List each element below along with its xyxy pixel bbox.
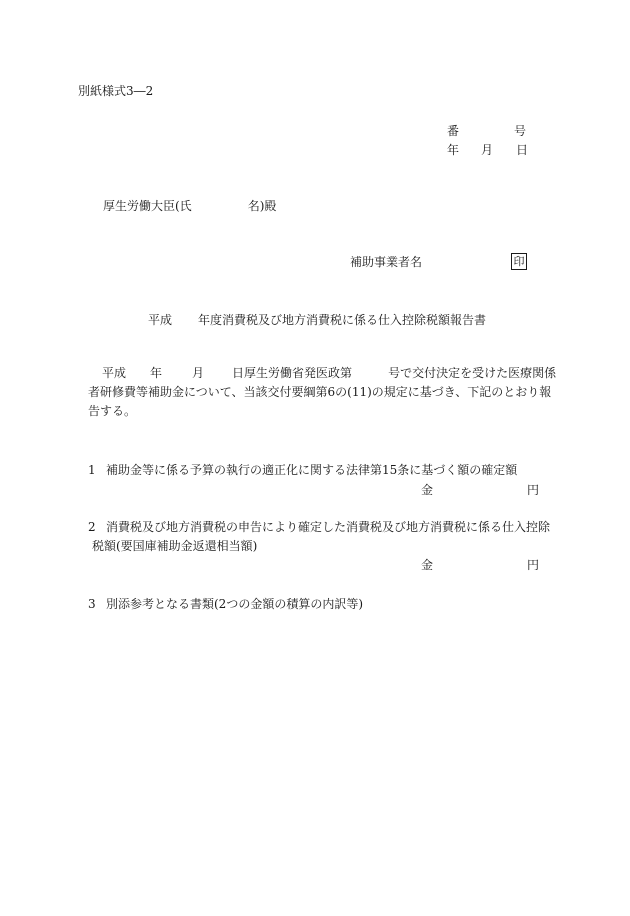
item-number: 3 [88,597,96,611]
document-title [148,312,486,328]
item-text: 補助金等に係る予算の執行の適正化に関する法律第15条に基づく額の確定額 [106,463,518,477]
body-day-ministry: 日厚生労働省発医政第 [232,366,353,380]
item-number: 2 [88,520,96,534]
list-item-2-continuation: 税額(要国庫補助金返還相当額) [92,539,258,553]
item-number: 1 [88,463,96,477]
list-item-3 [88,596,363,612]
body-paragraph [88,364,558,421]
item-text: 消費税及び地方消費税の申告により確定した消費税及び地方消費税に係る仕入控除 [106,520,551,534]
title-era: 平成 [148,313,173,327]
body-rest: 号で交付決定を受けた医療関係者研修費等補助金について、当該交付要綱第6の(11)の規定に基づき、下記のとおり報告する。 [88,366,557,418]
date-year-label: 年 [447,143,460,157]
body-year: 年 [150,366,163,380]
applicant-label: 補助事業者名 [350,255,423,269]
addressee [103,198,276,214]
amount-suffix: 円 [527,483,540,497]
body-month: 月 [192,366,205,380]
document-number-suffix: 号 [514,124,527,138]
amount-prefix: 金 [421,483,434,497]
date-day-label: 日 [516,143,529,157]
document-number-label: 番 [447,124,460,138]
amount-prefix: 金 [421,558,434,572]
title-text: 年度消費税及び地方消費税に係る仕入控除税額報告書 [198,313,487,327]
addressee-prefix: 厚生労働大臣(氏 [103,199,192,213]
item-text: 別添参考となる書類(2つの金額の積算の内訳等) [106,597,363,611]
addressee-suffix: 名)殿 [247,199,277,213]
body-era: 平成 [102,366,127,380]
date-month-label: 月 [481,143,494,157]
list-item-1 [88,462,517,478]
seal-stamp: 印 [511,253,527,270]
amount-suffix: 円 [527,558,540,572]
form-number: 別紙様式3―2 [78,84,154,98]
list-item-2 [88,519,550,535]
